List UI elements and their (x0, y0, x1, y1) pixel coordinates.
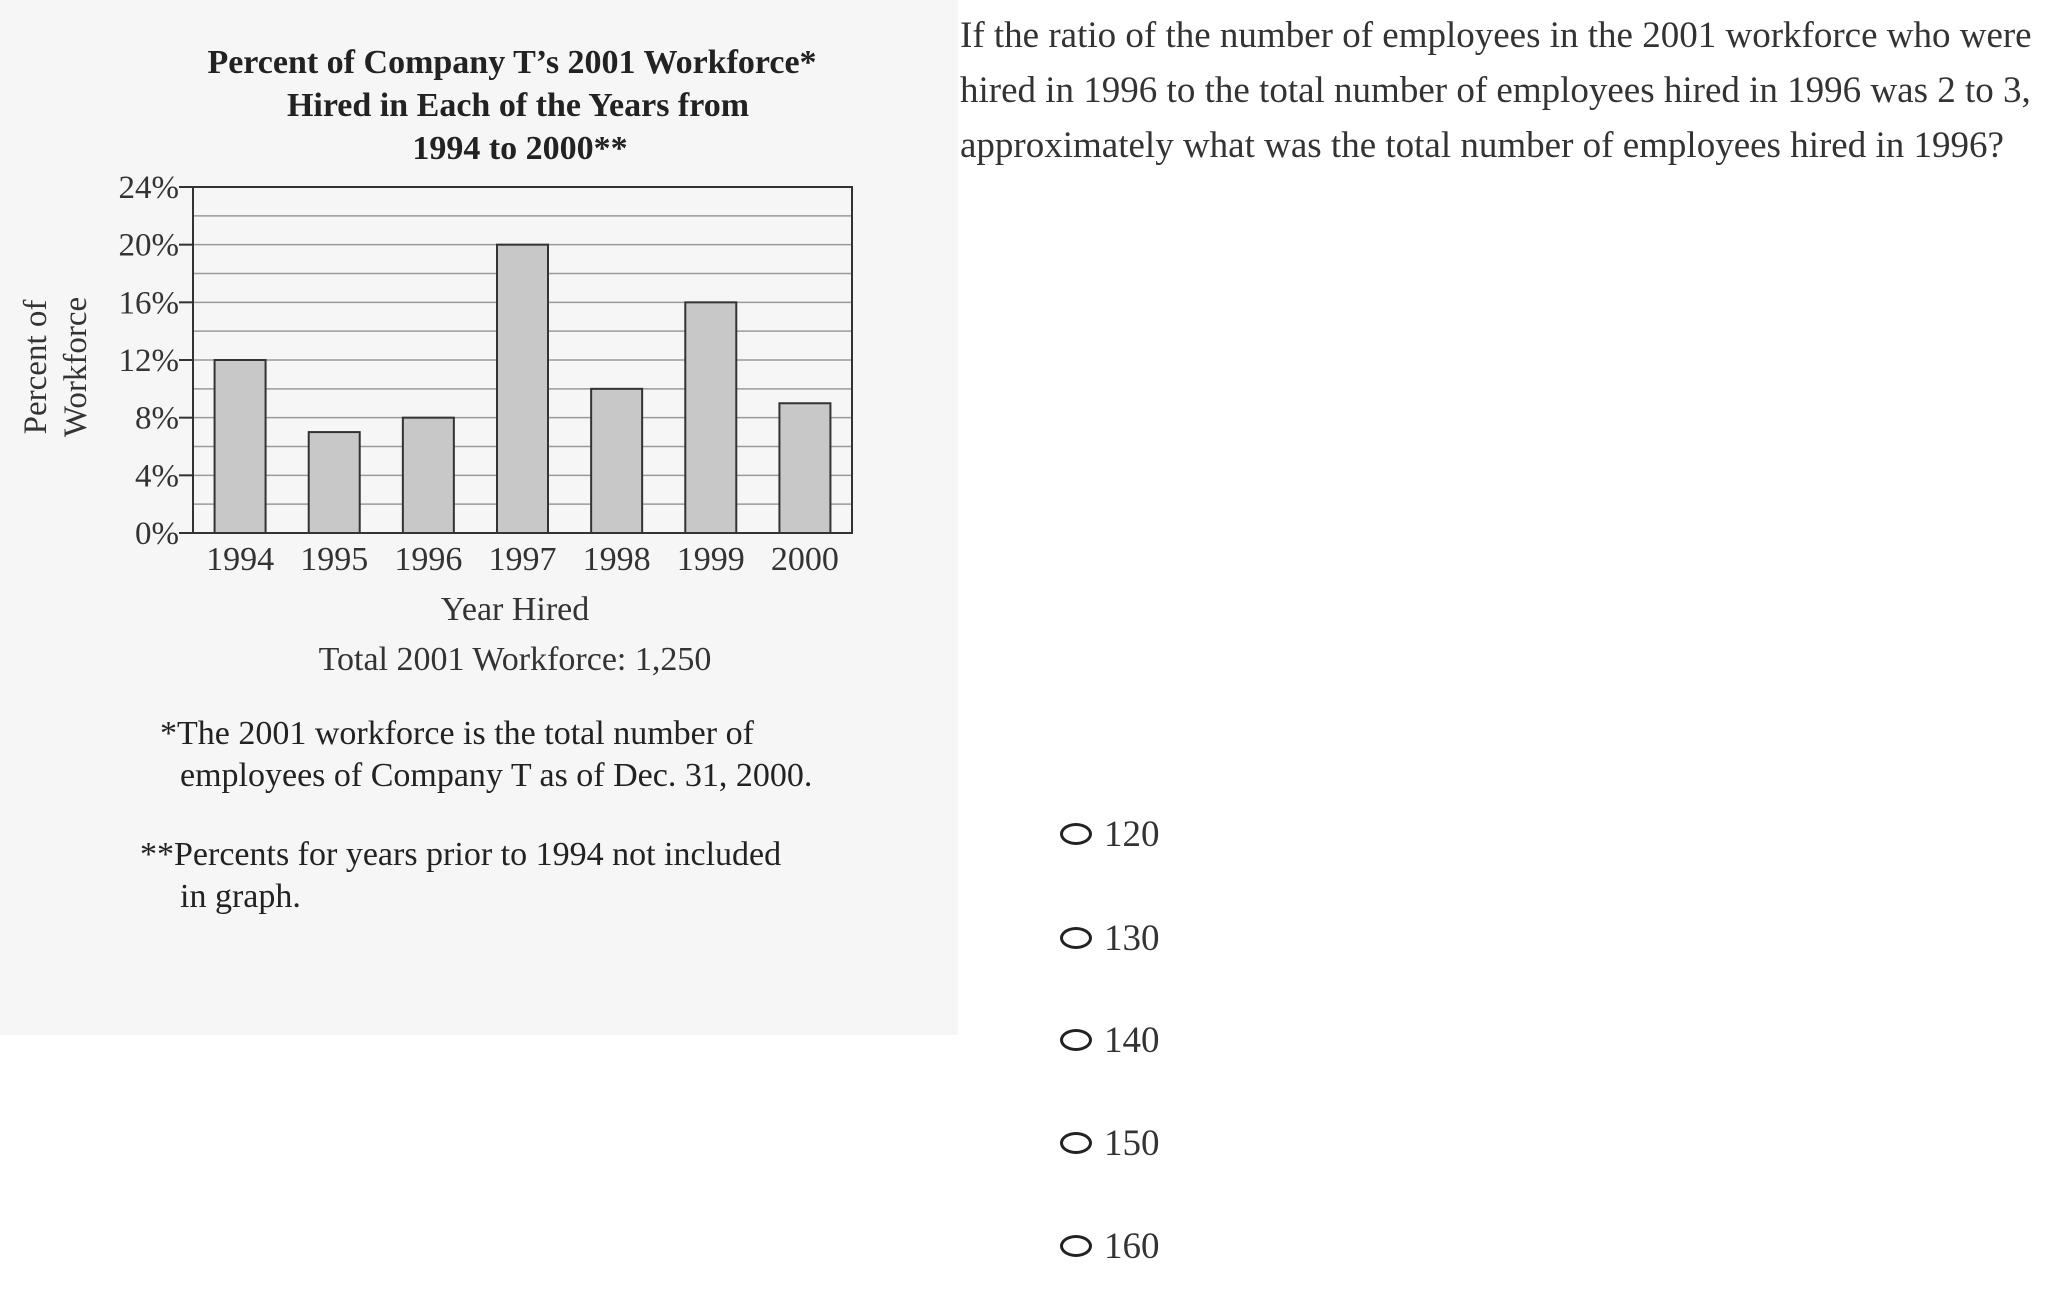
x-tick-label: 2000 (770, 541, 839, 578)
radio-button-icon[interactable] (1060, 1132, 1092, 1154)
y-axis (119, 170, 194, 552)
answer-option-3[interactable] (1060, 1018, 1160, 1062)
y-axis-label-line-2: Workforce (58, 296, 94, 438)
answer-option-label: 120 (1104, 813, 1160, 855)
y-tick-label: 20% (118, 227, 179, 264)
y-tick-label: 16% (118, 285, 179, 322)
x-axis (206, 541, 839, 578)
question-text: If the ratio of the number of employees in the 2001 workforce who were hired in 1996 to the total number of employees hired in 1996 was 2 to 3, approximately what was the total number of employees hired in 1996? (960, 15, 2032, 166)
x-tick-label: 1995 (300, 541, 369, 578)
y-tick-label: 24% (118, 170, 179, 206)
y-tick-label: 8% (135, 400, 179, 437)
radio-button-icon[interactable] (1060, 927, 1092, 949)
chart-title-line-3: 1994 to 2000** (412, 130, 628, 167)
answer-option-2[interactable] (1060, 916, 1160, 960)
bar-1999 (685, 302, 736, 533)
chart-title-line-2: Hired in Each of the Years from (286, 87, 750, 124)
answer-option-1[interactable] (1060, 812, 1160, 856)
x-tick-label: 1996 (394, 541, 463, 578)
footnote-1-line-2: employees of Company T as of Dec. 31, 2000. (180, 757, 813, 794)
answer-option-label: 130 (1104, 917, 1160, 959)
x-tick-label: 1994 (206, 541, 275, 578)
y-axis-label-line-1: Percent of (18, 299, 54, 435)
answer-option-label: 160 (1104, 1225, 1160, 1267)
radio-button-icon[interactable] (1060, 823, 1092, 845)
bar-1996 (403, 418, 454, 533)
radio-button-icon[interactable] (1060, 1235, 1092, 1257)
x-tick-label: 1997 (488, 541, 557, 578)
bar-2000 (779, 403, 830, 533)
chart-title-line-1: Percent of Company T’s 2001 Workforce* (207, 44, 817, 81)
footnote-1-line-1: *The 2001 workforce is the total number of (160, 715, 754, 752)
footnote-2-line-2: in graph. (180, 878, 301, 915)
bar-1997 (497, 245, 548, 533)
radio-button-icon[interactable] (1060, 1029, 1092, 1051)
bar-chart (0, 0, 958, 1035)
bar-1995 (309, 432, 360, 533)
answer-option-4[interactable] (1060, 1121, 1160, 1165)
chart-figure (0, 0, 958, 1035)
y-tick-label: 12% (118, 343, 179, 379)
x-tick-label: 1999 (676, 541, 745, 578)
y-tick-label: 0% (135, 516, 179, 552)
answer-option-label: 150 (1104, 1122, 1160, 1164)
answer-option-5[interactable] (1060, 1224, 1160, 1268)
total-workforce-label: Total 2001 Workforce: 1,250 (318, 641, 712, 678)
y-tick-label: 4% (135, 458, 179, 495)
answer-option-label: 140 (1104, 1019, 1160, 1061)
bar-1998 (591, 389, 642, 533)
x-tick-label: 1998 (582, 541, 651, 578)
x-axis-label: Year Hired (440, 591, 590, 628)
bar-1994 (215, 360, 266, 533)
footnote-2-line-1: **Percents for years prior to 1994 not included (140, 836, 782, 873)
